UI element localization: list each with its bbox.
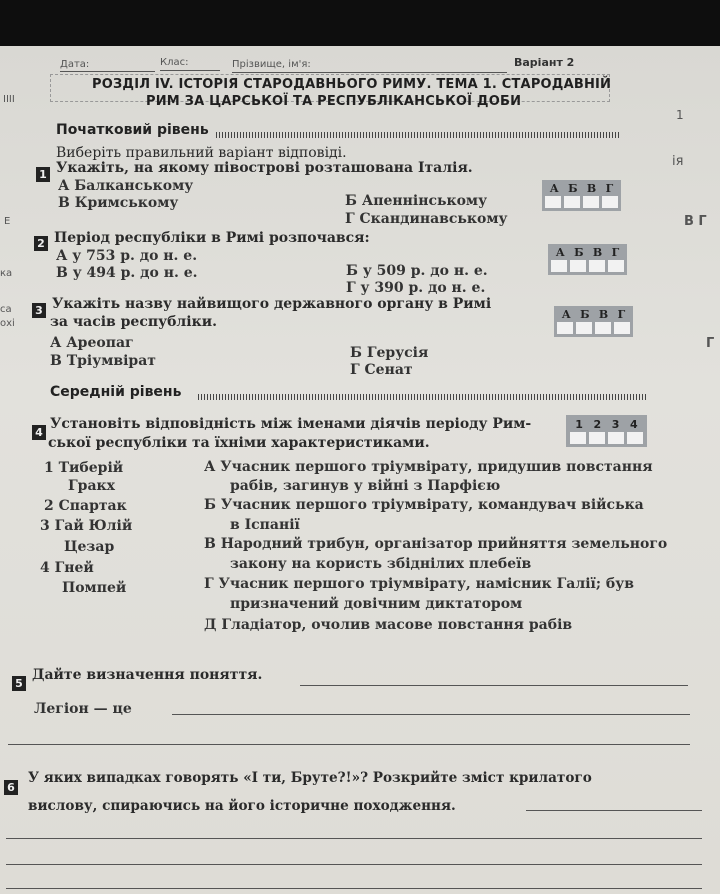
answer-cell[interactable] xyxy=(551,260,567,272)
grid-letter: В xyxy=(598,308,609,321)
q2-question: Період республіки в Римі розпочався: xyxy=(54,230,370,246)
edge-letter-e: Е xyxy=(4,216,11,227)
section-title-line1: РОЗДІЛ IV. ІСТОРІЯ СТАРОДАВНЬОГО РИМУ. ТЕМА 1. СТАРОДАВНІЙ xyxy=(92,77,612,92)
answer-line[interactable] xyxy=(172,714,690,715)
q5-number-badge: 5 xyxy=(12,672,26,691)
edge-fragment-g: Г xyxy=(706,336,715,351)
q4-person-2: 2 Спартак xyxy=(44,498,127,514)
grid-letter: А xyxy=(549,182,559,195)
q3-option-g: Г Сенат xyxy=(350,362,413,378)
instruction-text: Виберіть правильний варіант відповіді. xyxy=(56,145,347,161)
name-line[interactable] xyxy=(232,72,507,73)
grid-number: 3 xyxy=(611,418,620,431)
q6-number-badge: 6 xyxy=(4,776,18,795)
level-middle-heading: Середній рівень xyxy=(50,384,182,400)
q4-person-3-line1: 3 Гай Юлій xyxy=(40,518,133,534)
q4-trait-b-line1: Б Учасник першого тріумвірату, командувач війська xyxy=(204,497,644,513)
answer-cell[interactable] xyxy=(614,322,630,334)
q1-question: Укажіть, на якому півострові розташована Італія. xyxy=(56,160,473,176)
worksheet-page xyxy=(0,46,720,894)
heading-dots xyxy=(198,394,648,400)
q4-trait-a-line2: рабів, загинув у війні з Парфією xyxy=(230,478,501,494)
answer-line[interactable] xyxy=(300,685,688,686)
answer-cell[interactable] xyxy=(570,432,586,444)
q4-person-4-line2: Помпей xyxy=(62,580,127,596)
grid-letter: В xyxy=(586,182,597,195)
edge-page-number: 1 xyxy=(676,108,684,122)
answer-cell[interactable] xyxy=(583,196,599,208)
q3-question-line2: за часів республіки. xyxy=(50,314,217,330)
q6-question-line2: вислову, спираючись на його історичне походження. xyxy=(28,798,456,814)
answer-cell[interactable] xyxy=(627,432,643,444)
q3-option-a: А Ареопаг xyxy=(50,335,134,351)
grid-letter: Б xyxy=(574,246,584,259)
q2-option-a: А у 753 р. до н. е. xyxy=(56,248,198,264)
class-label: Клас: xyxy=(160,57,189,68)
answer-line[interactable] xyxy=(526,810,702,811)
q3-question-line1: Укажіть назву найвищого державного органу в Римі xyxy=(52,296,492,312)
answer-cell[interactable] xyxy=(602,196,618,208)
heading-dots xyxy=(216,132,621,138)
date-line[interactable] xyxy=(60,71,155,72)
grid-letter: Г xyxy=(605,182,614,195)
answer-cell[interactable] xyxy=(589,260,605,272)
q4-question-line2: ської республіки та їхніми характеристиками. xyxy=(48,435,430,451)
q3-option-b: Б Герусія xyxy=(350,345,429,361)
q4-person-1-line1: 1 Тиберій xyxy=(44,460,124,476)
q6-question-line1: У яких випадках говорять «І ти, Бруте?!»? Розкрийте зміст крилатого xyxy=(28,770,592,786)
q5-question: Дайте визначення поняття. xyxy=(32,667,263,683)
edge-fragment-ohi: охі xyxy=(0,318,15,329)
edge-fragment-ka: ка xyxy=(0,268,13,279)
grid-letter: Б xyxy=(580,308,590,321)
grid-letter: Б xyxy=(568,182,578,195)
q1-option-v: В Кримському xyxy=(58,195,179,211)
q3-number-badge: 3 xyxy=(32,299,46,318)
q4-trait-a-line1: А Учасник першого тріумвірату, придушив повстання xyxy=(204,459,653,475)
q4-question-line1: Установіть відповідність між іменами діячів періоду Рим- xyxy=(50,416,532,432)
answer-line[interactable] xyxy=(6,864,702,865)
grid-number: 2 xyxy=(593,418,602,431)
q5-term: Легіон — це xyxy=(34,701,132,717)
q1-option-g: Г Скандинавському xyxy=(345,211,508,227)
answer-cell[interactable] xyxy=(595,322,611,334)
edge-fragment-vg: В Г xyxy=(684,214,707,229)
answer-cell[interactable] xyxy=(545,196,561,208)
section-title-line2: РИМ ЗА ЦАРСЬКОЇ ТА РЕСПУБЛІКАНСЬКОЇ ДОБИ xyxy=(146,94,522,109)
q3-option-v: В Тріумвірат xyxy=(50,353,156,369)
q4-trait-g-line1: Г Учасник першого тріумвірату, намісник Галії; був xyxy=(204,576,634,592)
edge-fragment-sa: са xyxy=(0,304,12,315)
answer-cell[interactable] xyxy=(589,432,605,444)
date-label: Дата: xyxy=(60,59,90,70)
q2-option-g: Г у 390 р. до н. е. xyxy=(346,280,486,296)
answer-cell[interactable] xyxy=(564,196,580,208)
edge-tick-marks: IIII xyxy=(3,94,15,105)
q4-person-3-line2: Цезар xyxy=(64,539,115,555)
answer-cell[interactable] xyxy=(570,260,586,272)
grid-letter: Г xyxy=(617,308,626,321)
q4-trait-b-line2: в Іспанії xyxy=(230,517,300,533)
grid-letter: А xyxy=(561,308,571,321)
q2-option-v: В у 494 р. до н. е. xyxy=(56,265,198,281)
edge-fragment-ia: ія xyxy=(672,154,684,169)
q2-answer-grid[interactable] xyxy=(548,244,627,275)
q4-trait-g-line2: призначений довічним диктатором xyxy=(230,596,523,612)
answer-cell[interactable] xyxy=(557,322,573,334)
answer-cell[interactable] xyxy=(608,432,624,444)
q4-trait-d: Д Гладіатор, очолив масове повстання рабів xyxy=(204,617,573,633)
q4-trait-v-line2: закону на користь збіднілих плебеїв xyxy=(230,556,532,572)
answer-line[interactable] xyxy=(6,888,702,889)
name-label: Прізвище, ім'я: xyxy=(232,59,311,70)
q2-number-badge: 2 xyxy=(34,232,48,251)
grid-letter: Г xyxy=(611,246,620,259)
answer-line[interactable] xyxy=(8,744,690,745)
q1-option-a: А Балканському xyxy=(58,178,194,194)
answer-cell[interactable] xyxy=(608,260,624,272)
level-initial-heading: Початковий рівень xyxy=(56,122,209,138)
grid-number: 1 xyxy=(575,418,583,431)
q3-answer-grid[interactable] xyxy=(554,306,633,337)
q1-answer-grid[interactable] xyxy=(542,180,621,211)
q1-option-b: Б Апеннінському xyxy=(345,193,488,209)
grid-letter: А xyxy=(555,246,565,259)
answer-line[interactable] xyxy=(6,838,702,839)
grid-letter: В xyxy=(592,246,603,259)
q4-person-4-line1: 4 Гней xyxy=(40,560,94,576)
q4-answer-grid[interactable] xyxy=(566,415,647,447)
class-line[interactable] xyxy=(160,70,220,71)
q1-number-badge: 1 xyxy=(36,163,50,182)
q2-option-b: Б у 509 р. до н. е. xyxy=(346,263,488,279)
q4-person-1-line2: Гракх xyxy=(68,478,115,494)
q4-number-badge: 4 xyxy=(32,421,46,440)
q4-trait-v-line1: В Народний трибун, організатор прийняття земельного xyxy=(204,536,668,552)
variant-label: Варіант 2 xyxy=(514,56,575,69)
grid-number: 4 xyxy=(630,418,638,431)
answer-cell[interactable] xyxy=(576,322,592,334)
